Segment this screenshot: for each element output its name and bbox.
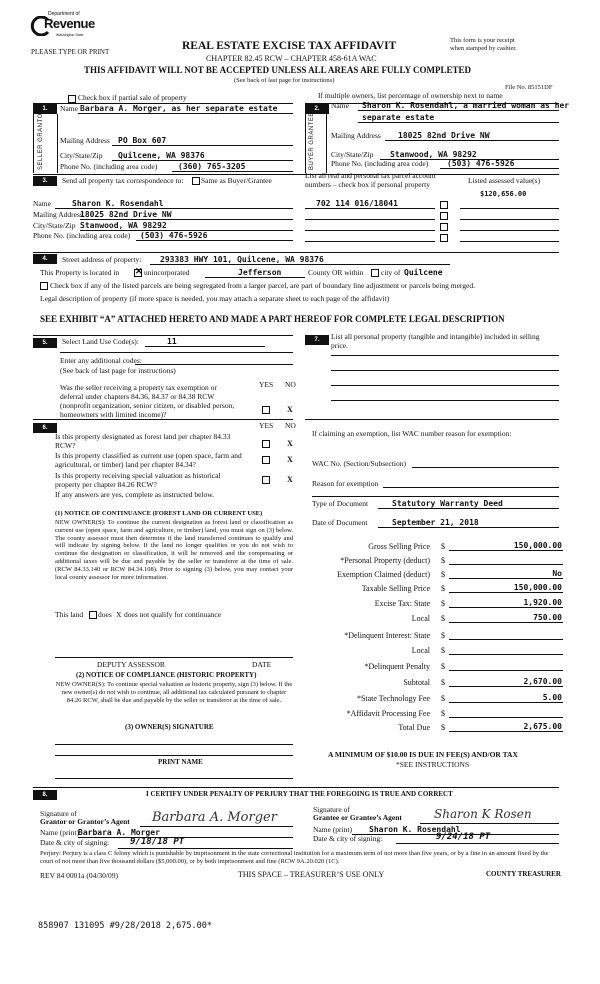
- notice2-body: NEW OWNER(S): To continue special valuation as historic property, sign (3) below. If the new owner(s) do not wish to continue, all additional tax calculated pursuant to chapter 84.26 RCW, shall be due and payable by the seller or transferor at the time of sale.: [55, 681, 293, 704]
- buyer-phone[interactable]: (503) 476-5926: [447, 159, 515, 168]
- s3-city-label: City/State/Zip: [33, 221, 76, 230]
- receipt-note-1: This form is your receipt: [450, 37, 515, 44]
- does-qualify-checkbox[interactable]: [89, 611, 97, 619]
- s3-city[interactable]: Stanwood, WA 98292: [80, 221, 167, 230]
- deputy-assessor-label: DEPUTY ASSESSOR: [97, 660, 165, 669]
- s3-phone[interactable]: (503) 476-5926: [140, 231, 208, 240]
- land-use-code[interactable]: 11: [167, 337, 177, 346]
- s3-phone-label: Phone No. (including area code): [33, 231, 131, 240]
- s6-q2-no-mark: X: [287, 455, 293, 464]
- certify-statement: I CERTIFY UNDER PENALTY OF PERJURY THAT THE FOREGOING IS TRUE AND CORRECT: [146, 790, 453, 798]
- s5-q1-yes-checkbox[interactable]: [262, 406, 270, 414]
- s5-no-header: NO: [285, 380, 296, 389]
- tax-row-currency: $: [441, 694, 445, 703]
- s6-q3-line2: property per chapter 84.26 RCW?: [55, 480, 157, 489]
- type-or-print: PLEASE TYPE OR PRINT: [31, 48, 110, 56]
- grantor-signature[interactable]: Barbara A. Morger: [152, 810, 277, 825]
- assessed-value[interactable]: $120,656.00: [480, 190, 527, 198]
- exemption-label: If claiming an exemption, list WAC number reason for exemption:: [312, 429, 512, 438]
- s5-q1-line1: Was the seller receiving a property tax exemption or: [60, 383, 217, 392]
- see-instructions-note: *SEE INSTRUCTIONS: [396, 760, 470, 769]
- receipt-note-2: when stamped by cashier.: [450, 45, 517, 52]
- section-1-marker: 1.: [33, 104, 57, 114]
- tax-row-label: *Delinquent Interest: State: [344, 631, 430, 640]
- tax-row-currency: $: [441, 646, 445, 655]
- tax-row-value[interactable]: 2,675.00: [523, 722, 562, 731]
- does-not-x-mark: X: [116, 610, 122, 619]
- street-address[interactable]: 293383 HWY 101, Quilcene, WA 98376: [160, 255, 324, 264]
- dor-logo: [30, 11, 95, 40]
- multiple-owners-note: If multiple owners, list percentage of ownership next to name: [318, 91, 503, 100]
- parcel-2-personal-checkbox[interactable]: [440, 212, 448, 220]
- grantee-signature[interactable]: Sharon K Rosen: [434, 807, 532, 821]
- seller-name[interactable]: Barbara A. Morger, as her separate estate: [80, 104, 278, 113]
- tax-row-currency: $: [441, 556, 445, 565]
- logo-name: Revenue: [44, 16, 95, 31]
- partial-sale-checkbox[interactable]: [68, 95, 76, 103]
- county-or-label: County OR within: [308, 268, 364, 277]
- tax-row-label: *Affidavit Processing Fee: [346, 709, 430, 718]
- county-name[interactable]: Jefferson: [238, 268, 282, 277]
- grantee-sig-label-1: Signature of: [313, 805, 350, 814]
- does-not-label: does not qualify for continuance: [124, 610, 222, 619]
- grantor-sig-label-1: Signature of: [40, 809, 77, 818]
- city-of-label: city of: [381, 268, 401, 277]
- parcel-number[interactable]: 702 114 016/18041: [316, 199, 398, 208]
- doc-date[interactable]: September 21, 2018: [392, 518, 479, 527]
- seller-name-label: Name: [60, 104, 78, 113]
- tax-row-value[interactable]: 2,670.00: [523, 677, 562, 686]
- s6-q2-line1: Is this property classified as current use (open space, farm and: [55, 451, 242, 460]
- deputy-date-label: DATE: [252, 660, 272, 669]
- tax-row-value[interactable]: 5.00: [542, 693, 562, 702]
- tax-row-currency: $: [441, 631, 445, 640]
- section-7-marker: 7.: [305, 335, 329, 345]
- buyer-vertical-label: BUYER GRANTEE: [309, 112, 315, 170]
- doc-date-label: Date of Document: [312, 518, 368, 527]
- grantee-name-print[interactable]: Sharon K. Rosendahl: [369, 825, 461, 834]
- street-label: Street address of property:: [62, 255, 142, 264]
- city-name[interactable]: Quilcene: [404, 268, 443, 277]
- form-chapter: CHAPTER 82.45 RCW – CHAPTER 458-61A WAC: [206, 54, 377, 63]
- tax-row-currency: $: [441, 599, 445, 608]
- section-5-marker: 5.: [33, 338, 57, 348]
- tax-row-label: Subtotal: [403, 678, 430, 687]
- tax-row-label: Total Due: [398, 723, 430, 732]
- form-title: REAL ESTATE EXCISE TAX AFFIDAVIT: [182, 40, 397, 52]
- land-use-label: Select Land Use Code(s):: [62, 337, 139, 346]
- treasurer-space-label: THIS SPACE – TREASURER’S USE ONLY: [238, 870, 385, 879]
- does-label: does: [98, 610, 112, 619]
- assessed-header: Listed assessed value(s): [468, 176, 541, 185]
- reason-label: Reason for exemption: [312, 479, 379, 488]
- unincorporated-x-mark: ✕: [135, 266, 143, 276]
- grantor-name-print[interactable]: Barbara A. Morger: [78, 828, 160, 837]
- tax-row-label: Gross Selling Price: [368, 542, 430, 551]
- s5-q1-no-mark: X: [287, 405, 293, 414]
- s6-q3-no-mark: X: [287, 475, 293, 484]
- s6-q1-no-mark: X: [287, 439, 293, 448]
- personal-property-label-1: List all personal property (tangible and intangible) included in selling: [331, 332, 540, 341]
- tax-row-label: Excise Tax: State: [374, 599, 430, 608]
- doc-type[interactable]: Statutory Warranty Deed: [392, 499, 503, 508]
- partial-sale-label: Check box if partial sale of property: [78, 93, 187, 102]
- parcel-4-personal-checkbox[interactable]: [440, 234, 448, 242]
- same-as-buyer-checkbox[interactable]: [192, 177, 200, 185]
- seller-mailing-label: Mailing Address: [60, 136, 110, 145]
- s6-q1-yes-checkbox[interactable]: [262, 440, 270, 448]
- completion-warning: THIS AFFIDAVIT WILL NOT BE ACCEPTED UNLESS ALL AREAS ARE FULLY COMPLETED: [84, 65, 472, 75]
- tax-row-currency: $: [441, 614, 445, 623]
- grantee-date-label: Date & city of signing:: [313, 834, 383, 843]
- located-in-label: This Property is located in: [40, 268, 120, 277]
- buyer-mailing-label: Mailing Address: [331, 131, 381, 140]
- logo-dept: Department of: [48, 11, 80, 17]
- s3-mailing-label: Mailing Address: [33, 210, 83, 219]
- tax-row-label: *Personal Property (deduct): [340, 556, 430, 565]
- s5-q1-line4: homeowners with limited income)?: [60, 410, 167, 419]
- s5-q1-line3: (nonprofit organization, senior citizen, or disabled person,: [60, 401, 235, 410]
- notice2-title: (2) NOTICE OF COMPLIANCE (HISTORIC PROPERTY): [76, 671, 257, 679]
- s6-q1-line1: Is this property designated as forest land per chapter 84.33: [55, 432, 231, 441]
- tax-row-currency: $: [441, 709, 445, 718]
- buyer-name-1[interactable]: Sharon K. Rosendahl, a married woman as her: [362, 101, 570, 110]
- s6-q3-line1: Is this property receiving special valuation as historical: [55, 471, 221, 480]
- seller-phone-label: Phone No. (including area code): [60, 162, 158, 171]
- tax-row-value[interactable]: 1,920.00: [523, 598, 562, 607]
- notice1-body: NEW OWNER(S): To continue the current designation as forest land or classification as current use (open space, farm and agriculture, or timber) land, you must sign on (3) below. The county assessor must then determine if the land transferred continues to qualify and will indicate by signing below. If the land no longer qualifies or you do not wish to continue the designation or classification, it will be removed and the compensating or additional taxes will be due and payable by the seller or transferor at the time of sale. (RCW 84.33.140 or RCW 84.34.108). Prior to signing (3) below, you may contact your local county assessor for more information.: [55, 519, 293, 581]
- logo-state: Washington State: [56, 33, 84, 37]
- tax-row-currency: $: [441, 570, 445, 579]
- parcel-1-personal-checkbox[interactable]: [440, 201, 448, 209]
- city-checkbox[interactable]: [371, 269, 379, 277]
- tax-row-currency: $: [441, 723, 445, 732]
- seller-city[interactable]: Quilcene, WA 98376: [118, 151, 205, 160]
- section-2-marker: 2.: [305, 104, 329, 114]
- tax-row-value[interactable]: 750.00: [533, 613, 562, 622]
- tax-row-label: Local: [411, 646, 430, 655]
- tax-row-value[interactable]: No: [552, 569, 562, 578]
- minimum-fee-note: A MINIMUM OF $10.00 IS DUE IN FEE(S) AND/OR TAX: [328, 750, 518, 759]
- tax-row-label: Taxable Selling Price: [361, 584, 430, 593]
- section-3-marker: 3.: [33, 176, 57, 186]
- section-4-marker: 4.: [33, 254, 57, 264]
- cashier-stamp: 858907 131095 #9/28/2018 2,675.00*: [38, 921, 212, 931]
- s5-yes-header: YES: [259, 380, 274, 389]
- print-name-label: PRINT NAME: [158, 758, 203, 766]
- s6-q3-yes-checkbox[interactable]: [262, 476, 270, 484]
- perjury-notice: Perjury: Perjury is a class C felony which is punishable by imprisonment in the state correctional institution for a maximum term of not more than five years, or by a fine in an amount fixed by the court of not more than five thousand dollars ($5,000.00), or by both imprisonment and fine (RCW 9A.20.020 (1C).: [40, 850, 549, 865]
- section-8-marker: 8.: [33, 790, 57, 800]
- file-number: File No. 85151DF: [505, 84, 553, 91]
- s6-q4: If any answers are yes, complete as instructed below.: [55, 490, 215, 499]
- tax-row-label: *State Technology Fee: [356, 694, 430, 703]
- unincorporated-label: unincorporated: [144, 268, 190, 277]
- same-as-buyer-label: Same as Buyer/Grantee: [201, 176, 272, 185]
- tax-row-label: *Delinquent Penalty: [364, 662, 430, 671]
- tax-row-currency: $: [441, 542, 445, 551]
- tax-row-value[interactable]: 150,000.00: [513, 541, 562, 550]
- wac-label: WAC No. (Section/Subsection): [312, 459, 406, 468]
- seller-vertical-label: SELLER GRANTOR: [38, 108, 44, 170]
- tax-row-currency: $: [441, 662, 445, 671]
- county-treasurer-label: COUNTY TREASURER: [486, 870, 561, 878]
- buyer-phone-label: Phone No. (including area code): [331, 159, 429, 168]
- parcel-header-1: List all real and personal tax parcel account: [305, 171, 436, 180]
- s6-q1-line2: RCW?: [55, 441, 76, 450]
- grantor-date-label: Date & city of signing:: [40, 838, 110, 847]
- buyer-mailing[interactable]: 18025 82nd Drive NW: [398, 131, 490, 140]
- parcel-3-personal-checkbox[interactable]: [440, 223, 448, 231]
- grantee-date[interactable]: 9/24/18 PT: [436, 832, 491, 842]
- owner-signature-label: (3) OWNER(S) SIGNATURE: [125, 723, 214, 731]
- tax-row-currency: $: [441, 678, 445, 687]
- notice1-title: (1) NOTICE OF CONTINUANCE (FOREST LAND OR CURRENT USE): [55, 510, 263, 517]
- segregated-label: Check box if any of the listed parcels are being segregated from a larger parcel, are part of boundary line adjustment or parcels being merged.: [50, 281, 475, 290]
- additional-codes-label: Enter any additional codes:: [60, 356, 142, 365]
- segregated-checkbox[interactable]: [40, 282, 48, 290]
- seller-mailing[interactable]: PO Box 607: [118, 136, 167, 145]
- grantor-sig-label-2: Grantor or Grantor’s Agent: [40, 817, 130, 826]
- s3-mailing[interactable]: 18025 82nd Drive NW: [80, 210, 172, 219]
- s3-name[interactable]: Sharon K. Rosendahl: [72, 199, 164, 208]
- parcel-header-2: numbers – check box if personal property: [305, 180, 430, 189]
- grantor-date[interactable]: 9/18/18 PT: [130, 837, 185, 847]
- tax-row-value[interactable]: 150,000.00: [513, 583, 562, 592]
- exhibit-a-note: SEE EXHIBIT “A” ATTACHED HERETO AND MADE A PART HEREOF FOR COMPLETE LEGAL DESCRIPTION: [40, 314, 505, 324]
- s3-name-label: Name: [33, 199, 51, 208]
- tax-row-currency: $: [441, 584, 445, 593]
- buyer-name-2[interactable]: separate estate: [362, 113, 435, 122]
- form-revision: REV 84 0001a (04/30/09): [40, 871, 118, 880]
- doc-type-label: Type of Document: [312, 499, 369, 508]
- s6-no-header: NO: [285, 421, 296, 430]
- s6-q2-yes-checkbox[interactable]: [262, 456, 270, 464]
- grantee-sig-label-2: Grantee or Grantee’s Agent: [313, 813, 402, 822]
- tax-row-label: Exemption Claimed (deduct): [337, 570, 430, 579]
- section-6-marker: 6.: [33, 423, 57, 433]
- buyer-name-label: Name: [331, 101, 349, 110]
- this-land-label: This land: [55, 610, 84, 619]
- s5-q1-line2: deferral under chapters 84.36, 84.37 or 84.38 RCW: [60, 392, 215, 401]
- grantor-name-print-label: Name (print): [40, 828, 79, 837]
- grantee-name-print-label: Name (print): [313, 825, 352, 834]
- see-back-note: (See back of last page for instructions): [234, 77, 335, 84]
- s6-q2-line2: agricultural, or timber) land per chapter 84.34?: [55, 460, 196, 469]
- seller-city-label: City/State/Zip: [60, 151, 103, 160]
- buyer-city-label: City/State/Zip: [331, 150, 374, 159]
- s5-see-back: (See back of last page for instructions): [60, 366, 176, 375]
- s6-yes-header: YES: [259, 421, 274, 430]
- seller-phone[interactable]: (360) 765-3205: [178, 162, 246, 171]
- tax-row-label: Local: [411, 614, 430, 623]
- tax-corr-label: Send all property tax correspondence to:: [62, 176, 184, 185]
- legal-label: Legal description of property (if more space is needed, you may attach a separate sheet to each page of the affidavit): [40, 294, 390, 303]
- buyer-city[interactable]: Stanwood, WA 98292: [390, 150, 477, 159]
- personal-property-label-2: price.: [331, 341, 348, 350]
